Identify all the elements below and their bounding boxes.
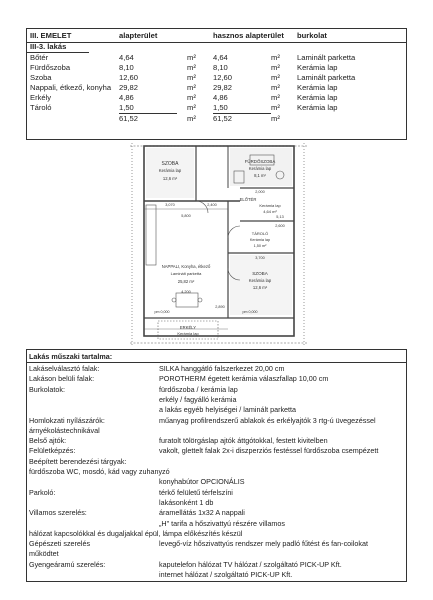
spec-value: SILKA hanggátló falszerkezet 20,00 cm [159,364,285,373]
dim-7: 2,890 [215,305,225,309]
cell-area: 29,82 [119,83,139,92]
cell-name: Fürdőszoba [30,63,71,72]
specs-box [26,349,407,582]
area-table [26,28,407,140]
spec-value: térkő felületű térfelszíni [159,487,233,497]
specs-title-divider [27,362,406,363]
cell-name: Szoba [30,73,52,82]
cell-floor: Kerámia lap [297,83,338,92]
spec-label: Beépített berendezési tárgyak: [29,456,127,466]
room6-floor: Kerámia lap [248,278,272,283]
spec-value: fürdőszoba / kerámia lap [159,384,238,394]
cell-unit2: m² [271,93,280,102]
room1-name: SZOBA [161,161,179,167]
spec-label: Gépészeti szerelés [29,539,91,549]
room2-area: 8,1 m² [254,173,266,178]
spec-label: Felületképzés: [29,446,76,456]
table-row [27,73,406,83]
flooring-heading: burkolat [297,31,327,40]
room6-name: SZOBA [252,271,268,276]
cell-unit: m² [187,83,196,92]
table-row [27,93,406,103]
apartment-row [27,42,406,52]
cell-unit2: m² [271,63,280,72]
room3-floor: Kerámia lap [259,203,281,208]
cell-unit: m² [187,53,196,62]
cell-net: 29,82 [213,83,233,92]
spec-label: árnyékolástechnikával [29,425,100,435]
cell-floor: Kerámia lap [297,103,338,112]
total-net: 61,52 [213,114,233,123]
room1-floor: Kerámia lap [158,168,182,173]
cell-unit: m² [187,93,196,102]
spec-label: hálózat kapcsolókkal és dugaljakkal épül, lámpa előkészítés készül [29,528,243,538]
spec-value: internet hálózat / szolgáltató PICK-UP Kft. [159,570,293,579]
spec-label: Lakáselválasztó falak: [29,364,100,373]
cell-floor: Kerámia lap [297,93,338,102]
table-row [27,63,406,73]
room3-name: ELŐTÉR [239,197,257,202]
spec-value: a lakás egyéb helyiségei / laminált parketta [159,405,297,415]
total-unit2: m² [271,114,280,123]
room4-floor: Kerámia lap [249,238,271,242]
total-unit: m² [187,114,196,123]
spec-value: áramellátás 1x32 A nappali [159,508,245,518]
cell-name: Erkély [30,93,52,102]
floor-heading: III. EMELET [30,31,72,40]
cell-unit2: m² [271,53,280,62]
table-header-row [27,31,406,41]
room7-name: ERKÉLY [179,325,197,330]
cell-area: 4,64 [119,53,134,62]
cell-area: 1,50 [119,103,134,112]
cell-net: 4,86 [213,93,228,102]
spec-value: „H" tarifa a hőszivattyú részére villamos [159,518,285,528]
dim-8: 2,600 [275,224,285,228]
cell-unit2: m² [271,73,280,82]
dim-4: 5,800 [181,214,191,218]
spec-value: erkély / fagyálló kerámia [159,394,237,404]
room5-floor: Laminált parketta [170,271,202,276]
dim-1: 3,070 [165,203,175,207]
cell-area: 8,10 [119,63,134,72]
room4-name: TÁROLÓ [251,231,269,236]
total-row [27,114,406,124]
dim-9: 5,13 [276,215,284,219]
spec-value: POROTHERM égetett kerámia válaszfallap 10,00 cm [159,374,329,384]
room1-area: 12,6 m² [162,176,178,181]
cell-name: Tároló [30,103,52,112]
spec-value: furatolt tölörgáslap ajtók áttgótokkal, festett kivitelben [159,436,328,446]
cell-net: 4,64 [213,53,228,62]
room5-name: NAPPALI, Konyha, étkező [161,264,211,269]
cell-unit2: m² [271,83,280,92]
spec-value: lakásonként 1 db [159,497,214,507]
cell-unit: m² [187,73,196,82]
spec-value: műanyag profilrendszerű ablakok és erkélyajtók 3 rtg-ú üvegezéssel [159,415,376,425]
dim-5: 3,700 [255,256,265,260]
cell-net: 1,50 [213,103,228,112]
level-mark-1: pm 0,000 [154,310,170,314]
spec-value: kaputelefon hálózat TV hálózat / szolgáltató PICK-UP Kft. [159,559,342,569]
spec-label: Villamos szerelés: [29,508,87,518]
spec-label: Homlokzati nyílászárók: [29,415,105,425]
total-area: 61,52 [119,114,139,123]
room2-name: FÜRDŐSZOBA [244,159,276,164]
cell-floor: Laminált parketta [297,53,356,62]
room4-area: 1,50 m² [253,244,267,248]
spec-label: fürdőszoba WC, mosdó, kád vagy zuhanyzó [29,467,170,476]
table-row [27,103,406,113]
dim-2: 2,400 [207,203,217,207]
spec-label: Burkolatok: [29,384,65,394]
spec-label: Lakáson belüli falak: [29,374,95,384]
room7-floor: Kerámia lap [177,331,199,336]
spec-value: vakolt, glettelt falak 2x-i diszperziós festéssel fürdőszoba csempézett [159,446,379,456]
cell-net: 12,60 [213,73,233,82]
room6-area: 12,6 m² [252,285,268,290]
spec-label: működtet [29,549,59,559]
cell-area: 12,60 [119,73,139,82]
room2-floor: Kerámia lap [248,166,272,171]
area-heading: alapterület [119,31,158,40]
table-row [27,53,406,63]
cell-net: 8,10 [213,63,228,72]
cell-name: Bőtér [30,53,49,62]
room3-area: 4,64 m² [263,209,277,214]
room5-area: 25,82 m² [177,279,195,284]
floor-plan [130,143,308,347]
table-row [27,83,406,93]
specs-title: Lakás műszaki tartalma: [29,352,113,361]
apartment-label: III-3. lakás [30,42,67,51]
spec-label: Gyengeáramú szerelés: [29,559,106,569]
cell-area: 4,86 [119,93,134,102]
spec-value: konyhabútor OPCIONÁLIS [159,477,245,487]
cell-unit: m² [187,63,196,72]
cell-floor: Kerámia lap [297,63,338,72]
level-mark-2: pm 0,000 [242,310,258,314]
net-area-heading: hasznos alapterület [213,31,284,40]
dim-6: 4,200 [181,290,191,294]
spec-label: Parkoló: [29,487,56,497]
spec-label: Belső ajtók: [29,436,67,446]
cell-name: Nappali, étkező, konyha [30,83,112,92]
dim-3: 2,000 [255,190,265,194]
cell-unit2: m² [271,103,280,112]
spec-value: levegő-víz hőszivattyús rendszer mely padló fűtést és fan-coilokat [159,539,368,549]
cell-floor: Laminált parketta [297,73,356,82]
cell-unit: m² [187,103,196,112]
